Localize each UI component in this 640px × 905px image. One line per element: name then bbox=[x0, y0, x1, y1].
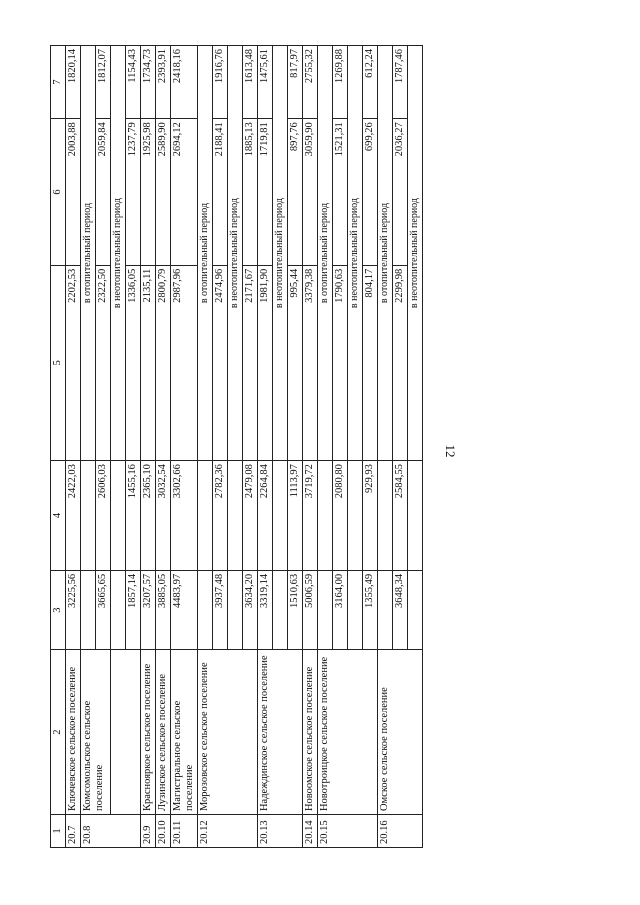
cell-value: 897,76 bbox=[288, 119, 303, 265]
cell-value: 4483,97 bbox=[171, 570, 198, 649]
cell-value: 3937,48 bbox=[213, 570, 228, 649]
empty-cell bbox=[408, 570, 423, 649]
cell-value: 3379,38 bbox=[303, 265, 318, 460]
period-label: в неотопительный период bbox=[273, 46, 288, 461]
row-name: Новоомское сельское поселение bbox=[303, 650, 318, 815]
cell-value: 2479,08 bbox=[243, 461, 258, 571]
header-cell: 7 bbox=[51, 46, 66, 119]
empty-cell bbox=[198, 461, 213, 571]
cell-value: 2474,96 bbox=[213, 265, 228, 460]
cell-value: 2422,03 bbox=[66, 461, 81, 571]
table-row bbox=[141, 46, 156, 848]
row-id: 20.10 bbox=[156, 815, 171, 848]
cell-value: 3207,57 bbox=[141, 570, 156, 649]
empty-cell bbox=[111, 461, 126, 571]
header-cell: 5 bbox=[51, 265, 66, 460]
row-id: 20.16 bbox=[378, 815, 423, 848]
cell-value: 5006,59 bbox=[303, 570, 318, 649]
row-name: Магистральное сельское поселение bbox=[171, 650, 198, 815]
cell-value: 3319,14 bbox=[258, 570, 273, 649]
cell-value: 2987,96 bbox=[171, 265, 198, 460]
cell-value: 2003,88 bbox=[66, 119, 81, 265]
empty-cell bbox=[273, 570, 288, 649]
row-id: 20.12 bbox=[198, 815, 258, 848]
empty-cell bbox=[198, 570, 213, 649]
period-label: в неотопительный период bbox=[228, 46, 243, 461]
cell-value: 2299,98 bbox=[393, 265, 408, 460]
row-name: Комсомольское сельское поселение bbox=[81, 650, 111, 815]
cell-value: 3032,54 bbox=[156, 461, 171, 571]
header-row bbox=[51, 46, 66, 848]
cell-value: 1455,16 bbox=[126, 461, 141, 571]
cell-value: 2365,10 bbox=[141, 461, 156, 571]
period-label: в неотопительный период bbox=[348, 46, 363, 461]
cell-value: 1237,79 bbox=[126, 119, 141, 265]
cell-value: 2036,27 bbox=[393, 119, 408, 265]
cell-value: 2606,03 bbox=[96, 461, 111, 571]
cell-value: 2584,55 bbox=[393, 461, 408, 571]
cell-value: 1812,07 bbox=[96, 46, 111, 119]
empty-cell bbox=[81, 570, 96, 649]
row-id: 20.11 bbox=[171, 815, 198, 848]
rotated-page bbox=[50, 45, 570, 848]
cell-value: 3225,56 bbox=[66, 570, 81, 649]
cell-value: 1269,88 bbox=[333, 46, 348, 119]
empty-cell bbox=[378, 570, 393, 649]
cell-value: 817,97 bbox=[288, 46, 303, 119]
empty-cell bbox=[111, 570, 126, 649]
cell-value: 3164,00 bbox=[333, 570, 348, 649]
period-row bbox=[198, 46, 213, 848]
header-cell: 1 bbox=[51, 815, 66, 848]
row-name: Надеждинское сельское поселение bbox=[258, 650, 303, 815]
row-name: Омское сельское поселение bbox=[378, 650, 423, 815]
empty-cell bbox=[228, 570, 243, 649]
period-row bbox=[111, 46, 126, 848]
cell-value: 995,44 bbox=[288, 265, 303, 460]
cell-value: 1719,81 bbox=[258, 119, 273, 265]
period-label: в отопительный период bbox=[198, 46, 213, 461]
cell-value: 2188,41 bbox=[213, 119, 228, 265]
period-label: в отопительный период bbox=[378, 46, 393, 461]
cell-value: 2782,36 bbox=[213, 461, 228, 571]
row-id: 20.9 bbox=[141, 815, 156, 848]
cell-value: 3719,72 bbox=[303, 461, 318, 571]
table-row bbox=[303, 46, 318, 848]
table-row bbox=[156, 46, 171, 848]
cell-value: 1981,90 bbox=[258, 265, 273, 460]
row-id: 20.15 bbox=[318, 815, 378, 848]
page-number: 12 bbox=[443, 444, 458, 458]
table-container bbox=[50, 45, 570, 848]
cell-value: 612,24 bbox=[363, 46, 378, 119]
period-label: в отопительный период bbox=[318, 46, 333, 461]
row-name: Лузинское сельское поселение bbox=[156, 650, 171, 815]
empty-cell bbox=[408, 461, 423, 571]
row-id: 20.8 bbox=[81, 815, 141, 848]
header-cell: 3 bbox=[51, 570, 66, 649]
empty-cell bbox=[111, 650, 141, 815]
cell-value: 1790,63 bbox=[333, 265, 348, 460]
cell-value: 2800,79 bbox=[156, 265, 171, 460]
empty-cell bbox=[348, 461, 363, 571]
cell-value: 2694,12 bbox=[171, 119, 198, 265]
cell-value: 1113,97 bbox=[288, 461, 303, 571]
period-row bbox=[81, 46, 96, 848]
cell-value: 3302,66 bbox=[171, 461, 198, 571]
cell-value: 1613,48 bbox=[243, 46, 258, 119]
period-row bbox=[378, 46, 393, 848]
row-id: 20.7 bbox=[66, 815, 81, 848]
header-cell: 4 bbox=[51, 461, 66, 571]
cell-value: 1787,46 bbox=[393, 46, 408, 119]
row-id: 20.14 bbox=[303, 815, 318, 848]
cell-value: 1336,05 bbox=[126, 265, 141, 460]
empty-cell bbox=[348, 570, 363, 649]
cell-value: 2059,84 bbox=[96, 119, 111, 265]
cell-value: 929,93 bbox=[363, 461, 378, 571]
period-row bbox=[318, 46, 333, 848]
row-name: Новотроицкое сельское поселение bbox=[318, 650, 378, 815]
cell-value: 1885,13 bbox=[243, 119, 258, 265]
cell-value: 1510,63 bbox=[288, 570, 303, 649]
cell-value: 1475,61 bbox=[258, 46, 273, 119]
empty-cell bbox=[228, 461, 243, 571]
cell-value: 1916,76 bbox=[213, 46, 228, 119]
tariff-table bbox=[50, 45, 423, 848]
empty-cell bbox=[81, 461, 96, 571]
empty-cell bbox=[273, 461, 288, 571]
cell-value: 2264,84 bbox=[258, 461, 273, 571]
period-label: в неотопительный период bbox=[408, 46, 423, 461]
table-row bbox=[66, 46, 81, 848]
cell-value: 804,17 bbox=[363, 265, 378, 460]
empty-cell bbox=[318, 461, 333, 571]
cell-value: 3634,20 bbox=[243, 570, 258, 649]
cell-value: 2080,80 bbox=[333, 461, 348, 571]
cell-value: 2171,67 bbox=[243, 265, 258, 460]
row-id: 20.13 bbox=[258, 815, 303, 848]
cell-value: 2418,16 bbox=[171, 46, 198, 119]
cell-value: 3665,65 bbox=[96, 570, 111, 649]
row-name: Морозовское сельское поселение bbox=[198, 650, 258, 815]
cell-value: 699,26 bbox=[363, 119, 378, 265]
cell-value: 2135,11 bbox=[141, 265, 156, 460]
row-name: Краснояркое сельское поселение bbox=[141, 650, 156, 815]
cell-value: 1820,14 bbox=[66, 46, 81, 119]
empty-cell bbox=[378, 461, 393, 571]
period-label: в неотопительный период bbox=[111, 46, 126, 461]
cell-value: 3059,90 bbox=[303, 119, 318, 265]
table-row bbox=[258, 46, 273, 848]
cell-value: 1355,49 bbox=[363, 570, 378, 649]
empty-cell bbox=[318, 570, 333, 649]
cell-value: 2322,50 bbox=[96, 265, 111, 460]
cell-value: 1925,98 bbox=[141, 119, 156, 265]
cell-value: 1857,14 bbox=[126, 570, 141, 649]
cell-value: 3885,05 bbox=[156, 570, 171, 649]
cell-value: 2589,90 bbox=[156, 119, 171, 265]
cell-value: 2755,32 bbox=[303, 46, 318, 119]
cell-value: 1734,73 bbox=[141, 46, 156, 119]
table-row bbox=[171, 46, 198, 848]
header-cell: 2 bbox=[51, 650, 66, 815]
cell-value: 1154,43 bbox=[126, 46, 141, 119]
cell-value: 2202,53 bbox=[66, 265, 81, 460]
cell-value: 1521,31 bbox=[333, 119, 348, 265]
row-name: Ключевское сельское поселение bbox=[66, 650, 81, 815]
header-cell: 6 bbox=[51, 119, 66, 265]
period-label: в отопительный период bbox=[81, 46, 96, 461]
cell-value: 3648,34 bbox=[393, 570, 408, 649]
cell-value: 2393,91 bbox=[156, 46, 171, 119]
